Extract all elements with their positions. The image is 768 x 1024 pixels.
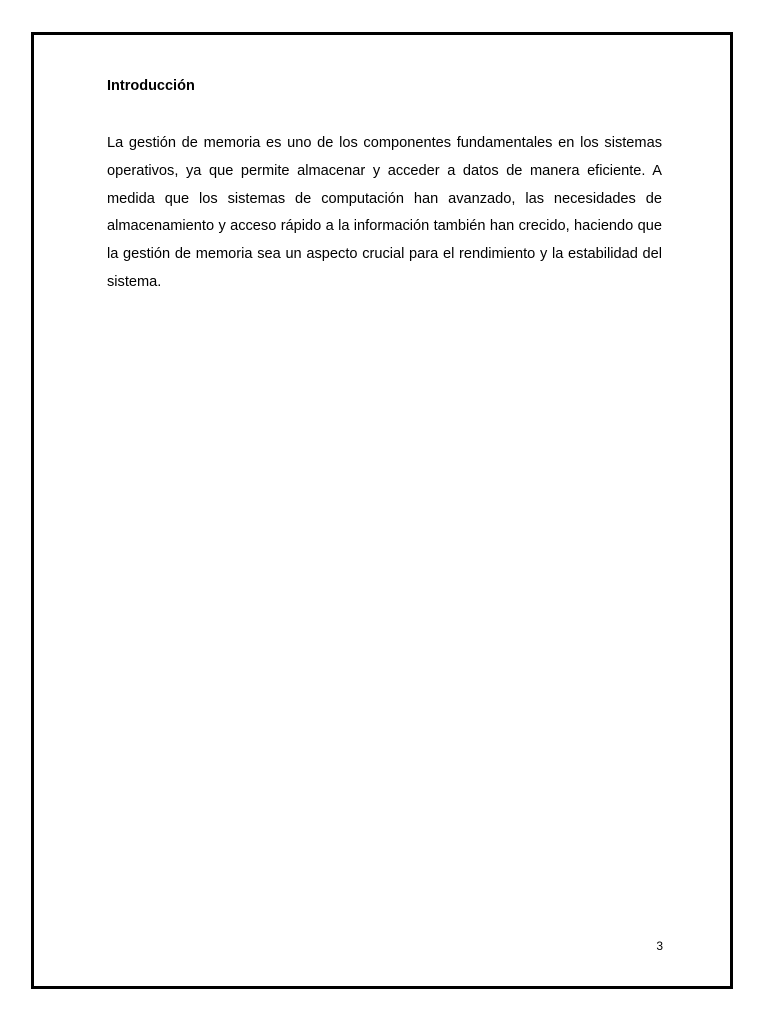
- document-page: [31, 32, 733, 989]
- intro-paragraph: La gestión de memoria es uno de los componentes fundamentales en los sistemas operativos, ya que permite almacenar y acceder a datos de manera eficiente. A medida que los sistemas de computación han avanzado, las necesidades de almacenamiento y acceso rápido a la información también han crecido, haciendo que la gestión de memoria sea un aspecto crucial para el rendimiento y la estabilidad del sistema.: [107, 135, 662, 290]
- section-heading: Introducción: [107, 78, 195, 94]
- page-number: 3: [656, 939, 663, 953]
